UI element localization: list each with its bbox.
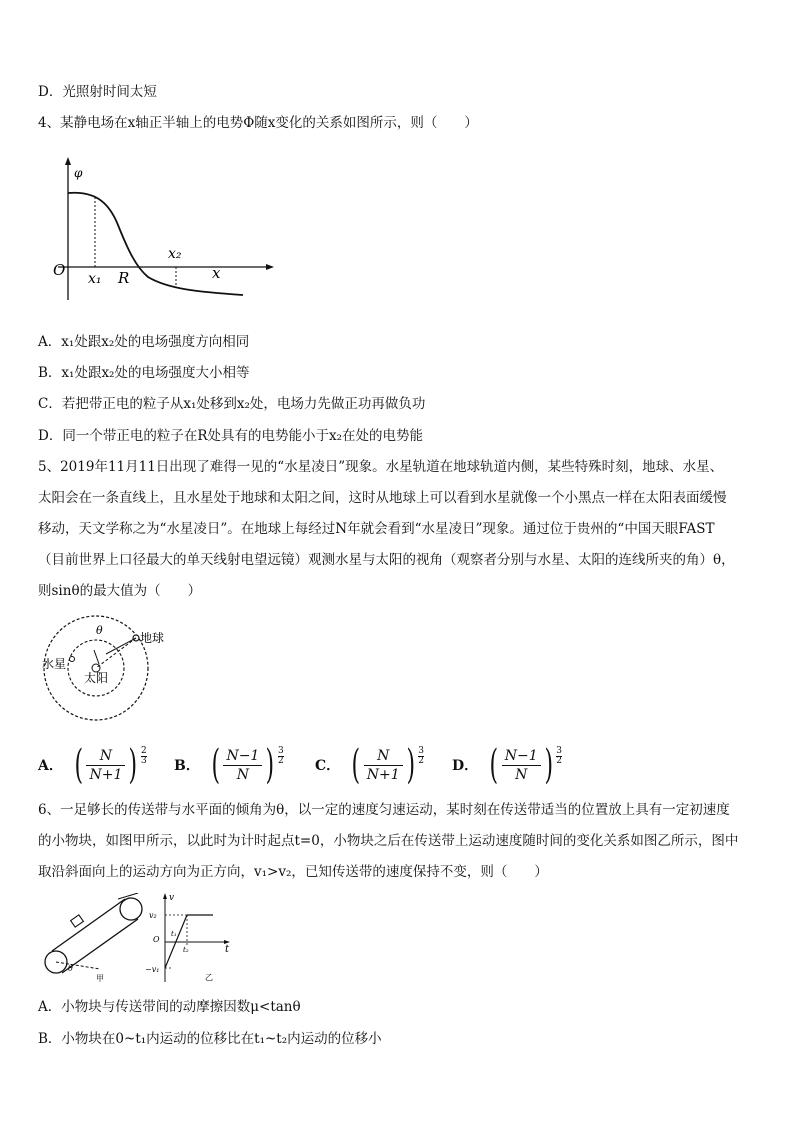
q3-option-d: D．光照射时间太短	[38, 84, 157, 100]
q5-option-b: B． ( $\frac{N-1}{N}$ ) $\frac{3}{2}$	[174, 742, 284, 788]
q6-jia-label: 甲	[96, 974, 104, 983]
q6-t1-label: t₁	[171, 930, 177, 938]
q6-neg-v1-label: −v₁	[145, 965, 160, 974]
q4-option-a: A．x₁处跟x₂处的电场强度方向相同	[38, 334, 250, 350]
q5-option-d-exp-den: 2	[556, 755, 562, 766]
q5-option-d-label: D．	[452, 758, 479, 774]
q6-v2-label: v₂	[149, 911, 157, 920]
q5-option-b-den: N	[236, 766, 250, 783]
q5-option-c-exp-den: 2	[418, 755, 424, 766]
q5-orbit-diagram	[36, 612, 196, 724]
q5-option-a-exp-num: 2	[140, 745, 147, 756]
q5-line-2: 太阳会在一条直线上，且水星处于地球和太阳之间，这时从地球上可以看到水星就像一个小黑点一样在太阳表面缓慢	[38, 490, 727, 506]
q6-vt-graph	[145, 890, 240, 985]
q5-option-a-num: N	[86, 747, 125, 766]
q5-option-a: A． ( $\frac{N}{N+1}$ ) $\frac{2}{3}$	[38, 742, 147, 788]
q4-x2-label: x₂	[168, 246, 182, 262]
q5-option-d: D． ( $\frac{N-1}{N}$ ) $\frac{3}{2}$	[452, 742, 562, 788]
q5-option-d-num: N−1	[502, 747, 541, 766]
q5-option-d-exp-num: 3	[556, 745, 562, 756]
q5-mercury-label: 水星	[42, 657, 67, 671]
q5-line-3: 移动，天文学称之为“水星凌日”。在地球上每经过N年就会看到“水星凌日”现象。通过位于贵州的“中国天眼FAST	[38, 521, 715, 537]
q4-option-c: C．若把带正电的粒子从x₁处移到x₂处，电场力先做正功再做负功	[38, 396, 426, 412]
q5-option-a-exp-den: 3	[140, 755, 147, 766]
q5-earth-label: 地球	[140, 631, 165, 645]
q4-option-d: D．同一个带正电的粒子在R处具有的电势能小于x₂在处的电势能	[38, 428, 424, 444]
q4-phi-label: φ	[74, 166, 83, 180]
q6-line-1: 6、一足够长的传送带与水平面的倾角为θ，以一定的速度匀速运动，某时刻在传送带适当的位置放上具有一定初速度	[38, 802, 730, 818]
q5-option-c-num: N	[364, 747, 403, 766]
q4-r-label: R	[118, 269, 130, 287]
q5-line-5: 则sinθ的最大值为（ ）	[38, 583, 202, 599]
q6-t-axis-label: t	[225, 944, 230, 955]
q6-option-a: A．小物块与传送带间的动摩擦因数μ<tanθ	[38, 999, 301, 1015]
q4-stem: 4、某静电场在x轴正半轴上的电势Φ随x变化的关系如图所示，则（ ）	[38, 115, 478, 131]
q5-option-b-num: N−1	[223, 747, 262, 766]
q5-theta-label: θ	[96, 624, 103, 637]
q6-t2-label: t₂	[183, 946, 189, 954]
q5-line-4: （目前世界上口径最大的单天线射电望远镜）观测水星与太阳的视角（观察者分别与水星、太阳的连线所夹的角）θ，	[38, 552, 735, 568]
q6-line-3: 取沿斜面向上的运动方向为正方向，v₁>v₂，已知传送带的速度保持不变，则（ ）	[38, 864, 548, 880]
q6-yi-label: 乙	[205, 973, 213, 982]
q5-option-c-label: C．	[315, 758, 341, 774]
q5-sun-label: 太阳	[84, 671, 109, 685]
q6-option-b: B．小物块在0~t₁内运动的位移比在t₁~t₂内运动的位移小	[38, 1031, 382, 1047]
q6-line-2: 的小物块，如图甲所示，以此时为计时起点t=0，小物块之后在传送带上运动速度随时间的变化关系如图乙所示，图中	[38, 833, 739, 849]
q6-theta-label: θ	[68, 964, 73, 973]
q5-option-c-exp-num: 3	[418, 745, 424, 756]
q5-option-a-label: A．	[38, 758, 63, 774]
q6-v-axis-label: v	[169, 893, 175, 903]
q4-origin-label: O	[53, 261, 66, 279]
q5-option-a-den: N+1	[89, 766, 123, 783]
q5-option-b-exp-num: 3	[277, 745, 284, 756]
q4-x1-label: x₁	[88, 271, 102, 287]
q4-option-b: B．x₁处跟x₂处的电场强度大小相等	[38, 365, 250, 381]
q5-option-b-label: B．	[174, 758, 200, 774]
q5-option-d-den: N	[515, 766, 528, 783]
q5-option-c: C． ( $\frac{N}{N+1}$ ) $\frac{3}{2}$	[315, 742, 424, 788]
q5-option-b-exp-den: 2	[277, 755, 284, 766]
q5-option-c-den: N+1	[366, 766, 400, 783]
q5-line-1: 5、2019年11月11日出现了难得一见的“水星凌日”现象。水星轨道在地球轨道内侧，某些特殊时刻，地球、水星、	[38, 459, 724, 475]
q6-origin-label: O	[153, 935, 160, 944]
q4-potential-graph	[48, 155, 278, 305]
q6-conveyor-diagram	[40, 893, 150, 983]
q4-x-axis-label: x	[212, 264, 221, 282]
